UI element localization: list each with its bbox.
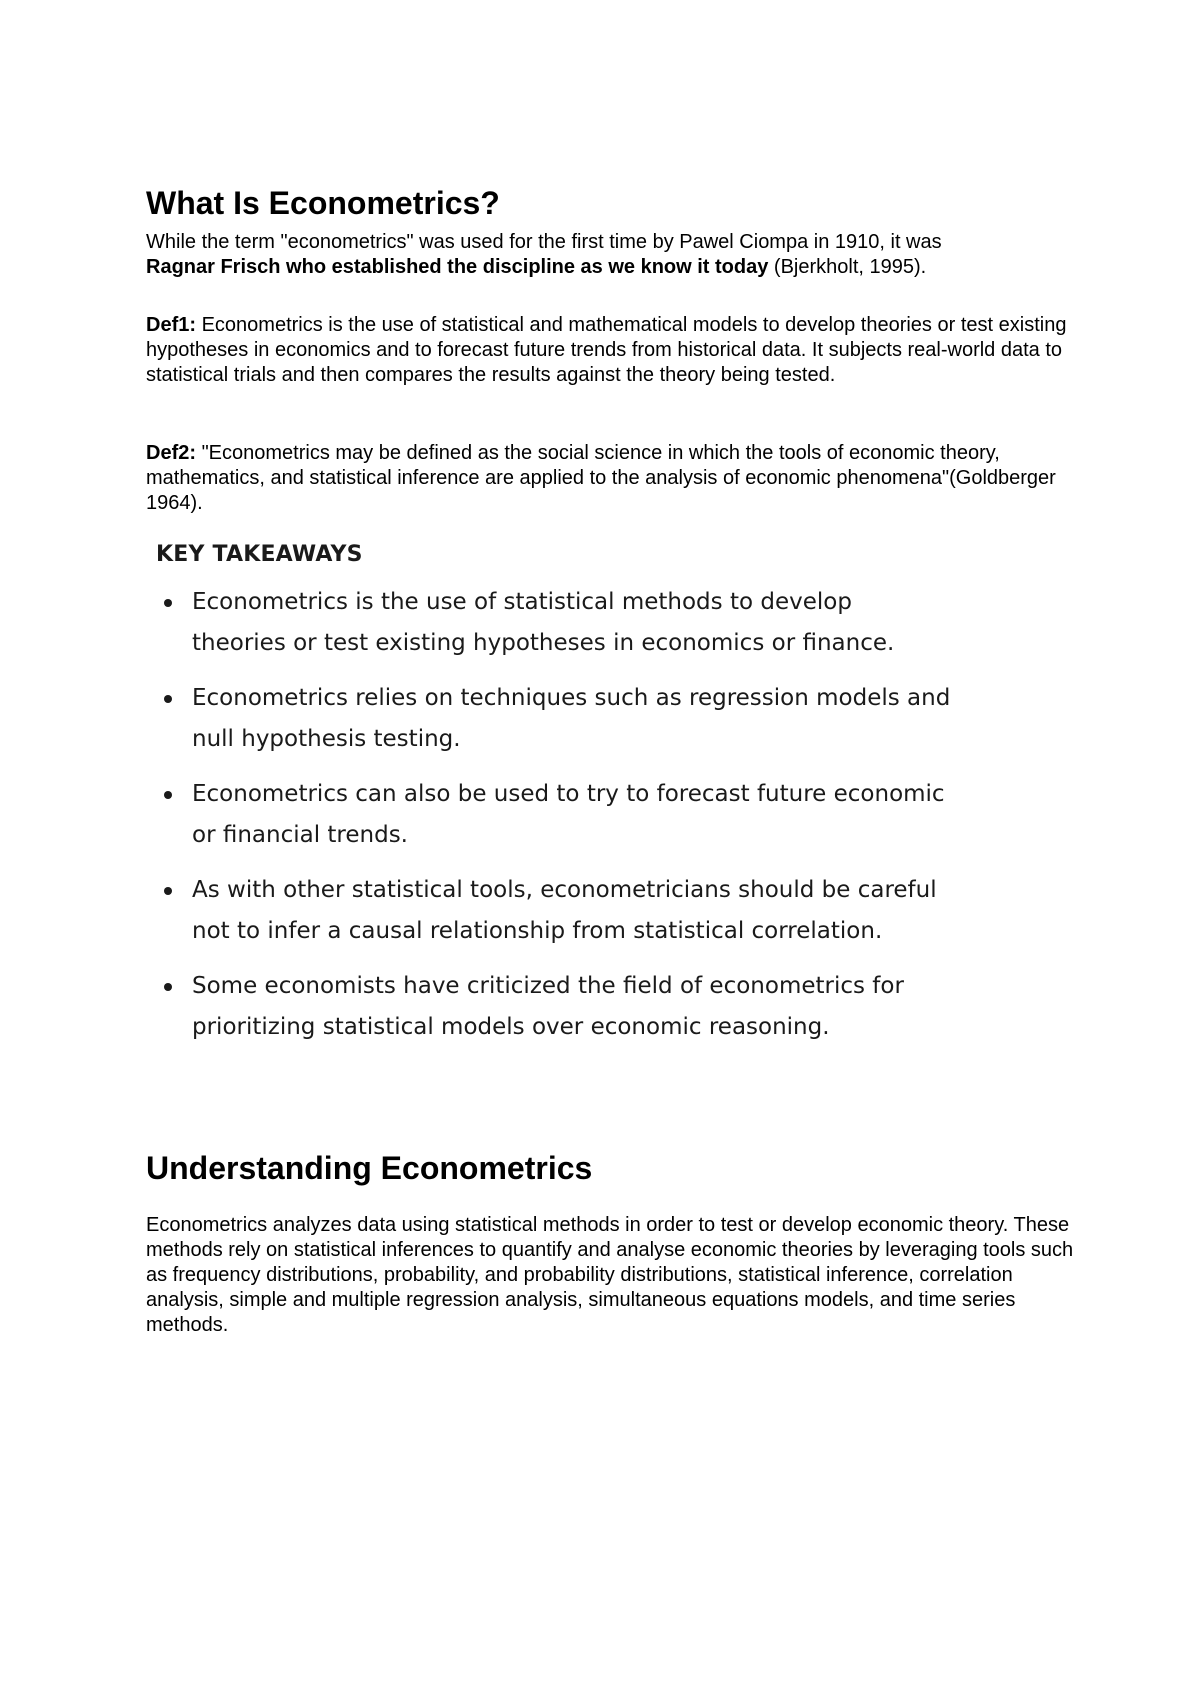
intro-citation: (Bjerkholt, 1995). (768, 256, 927, 278)
def2-paragraph (146, 441, 1076, 516)
intro-text: While the term "econometrics" was used for the first time by Pawel Ciompa in 1910, it was (146, 231, 942, 253)
bullet-icon (164, 695, 172, 703)
intro-bold-text: Ragnar Frisch who established the discipline as we know it today (146, 256, 769, 278)
section-title-what-is-econometrics: What Is Econometrics? (146, 185, 500, 221)
def1-paragraph (146, 313, 1076, 388)
bullet-icon (164, 599, 172, 607)
list-item (156, 582, 952, 664)
bullet-icon (164, 983, 172, 991)
list-item-text: Some economists have criticized the field of econometrics for prioritizing statistical models over economic reasoning. (192, 973, 904, 1040)
key-takeaways-title: KEY TAKEAWAYS (156, 542, 363, 567)
bullet-icon (164, 791, 172, 799)
key-takeaways-list (156, 582, 1056, 1048)
list-item (156, 966, 952, 1048)
understanding-paragraph: Econometrics analyzes data using statistical methods in order to test or develop economic theory. These methods rely on statistical inferences to quantify and analyse economic theories by leveraging tools such as frequency distributions, probability, and probability distributions, statistical inference, correlation analysis, simple and multiple regression analysis, simultaneous equations models, and time series methods. (146, 1214, 1074, 1336)
list-item-text: As with other statistical tools, econometricians should be careful not to infer a causal relationship from statistical correlation. (192, 877, 937, 944)
intro-paragraph (146, 230, 1076, 280)
def2-text: "Econometrics may be defined as the social science in which the tools of economic theory, mathematics, and statistical inference are applied to the analysis of economic phenomena"(Goldberger 1964). (146, 442, 1056, 514)
list-item-text: Econometrics can also be used to try to forecast future economic or financial trends. (192, 781, 945, 848)
section-title-understanding-econometrics: Understanding Econometrics (146, 1150, 593, 1186)
list-item (156, 870, 952, 952)
list-item (156, 774, 952, 856)
list-item (156, 678, 952, 760)
list-item-text: Econometrics relies on techniques such as regression models and null hypothesis testing. (192, 685, 951, 752)
def1-label: Def1: (146, 314, 197, 336)
list-item-text: Econometrics is the use of statistical methods to develop theories or test existing hypotheses in economics or finance. (192, 589, 895, 656)
def1-text: Econometrics is the use of statistical and mathematical models to develop theories or test existing hypotheses in economics and to forecast future trends from historical data. It subjects real-world data to statistical trials and then compares the results against the theory being tested. (146, 314, 1067, 386)
key-takeaways-box (156, 540, 1056, 1062)
def2-label: Def2: (146, 442, 197, 464)
bullet-icon (164, 887, 172, 895)
